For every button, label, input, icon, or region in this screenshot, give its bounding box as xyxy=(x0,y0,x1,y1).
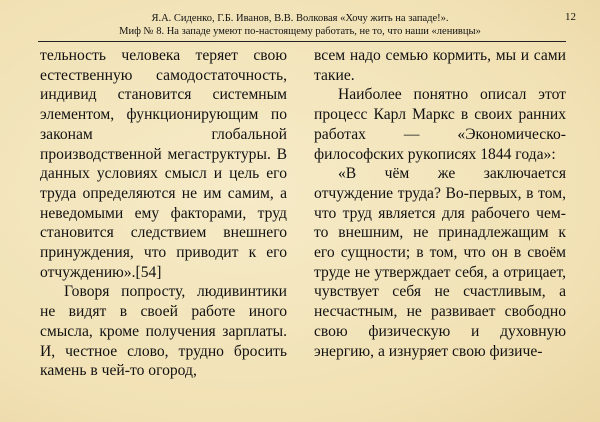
right-paragraph-1: всем надо семью кормить, мы и сами такие. xyxy=(314,47,566,84)
left-paragraph-2: Говоря попросту, людивинтики не видят в своей работе иного смысла, кроме получения зарплаты. И, честное слово, трудно бросить камень в чей-то огород, xyxy=(40,283,287,380)
header-line-chapter: Миф № 8. На западе умеют по-настоящему работать, не то, что наши «ленивцы» xyxy=(119,26,481,37)
header-line-authors: Я.А. Сиденко, Г.Б. Иванов, В.В. Волковая «Хочу жить на западе!». xyxy=(151,13,449,24)
page-number: 12 xyxy=(565,11,576,23)
left-column xyxy=(40,46,287,381)
right-paragraph-3-quote: «В чём же заключается отчуждение труда? Во-первых, в том, что труд является для рабочего чем-то внешним, не принадлежащим к его сущности; в том, что он в своём труде не утверждает себя, а отрицает, чувствует себя не счастливым, а несчастным, не развивает свободно свою физическую и духовную энергию, а изнуряет свою физиче- xyxy=(314,165,566,360)
right-paragraph-2: Наиболее понятно описал этот процесс Карл Маркс в своих ранних работах — «Экономическо-философских рукописях 1844 года»: xyxy=(314,86,566,163)
running-header xyxy=(0,12,600,38)
right-column xyxy=(314,46,566,361)
left-paragraph-1: тельность человека теряет свою естественную самодостаточность, индивид становится системным элементом, функционирующим по законам глобальной производственной мегаструктуры. В данных условиях смысл и цель его труда определяются не им самим, а неведомыми ему факторами, труд становится следствием внешнего принуждения, что приводит к его отчуждению».[54] xyxy=(40,47,287,281)
header-divider xyxy=(38,41,566,42)
